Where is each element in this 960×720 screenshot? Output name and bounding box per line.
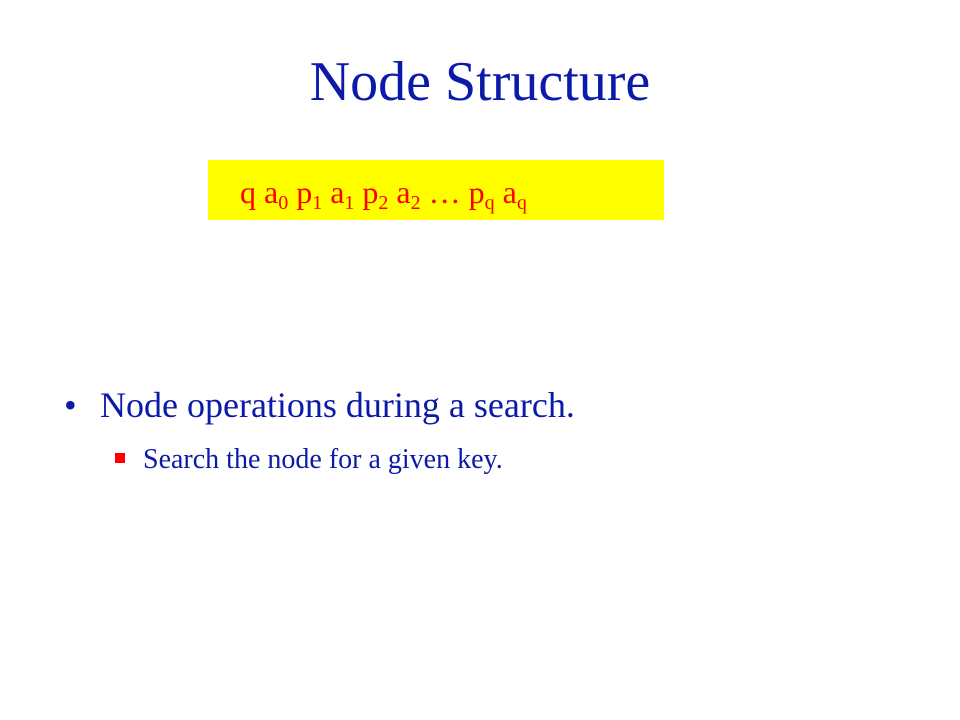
node-structure-formula <box>240 172 527 212</box>
formula-token-subscript: 2 <box>378 192 389 214</box>
formula-token-base: q <box>240 174 256 210</box>
formula-token <box>429 174 461 210</box>
formula-token-subscript: 1 <box>344 192 355 214</box>
formula-token-base: a <box>264 174 279 210</box>
formula-token <box>468 174 495 214</box>
formula-token-subscript: q <box>484 192 495 214</box>
formula-token-subscript: 1 <box>312 192 323 214</box>
bullet-text: Node operations during a search. <box>100 385 575 425</box>
formula-token <box>330 174 355 214</box>
slide-title: Node Structure <box>309 51 651 113</box>
node-structure-highlight <box>208 160 664 220</box>
square-bullet-icon <box>115 453 125 463</box>
formula-token-base: p <box>468 174 485 210</box>
formula-token-base: p <box>296 174 313 210</box>
bullet-item <box>64 382 575 428</box>
formula-token <box>362 174 389 214</box>
formula-token-base: … <box>428 174 461 210</box>
formula-token <box>296 174 323 214</box>
formula-token-base: p <box>362 174 379 210</box>
bullet-dot-icon: • <box>64 385 77 425</box>
formula-token <box>240 174 256 210</box>
formula-token-base: a <box>330 174 345 210</box>
sub-bullet-item <box>115 442 503 478</box>
formula-token-base: a <box>396 174 411 210</box>
formula-token-base: a <box>502 174 517 210</box>
sub-bullet-text: Search the node for a given key. <box>143 444 503 475</box>
formula-token <box>502 174 527 214</box>
formula-token <box>396 174 421 214</box>
formula-token-subscript: 0 <box>278 192 289 214</box>
formula-token-subscript: 2 <box>410 192 421 214</box>
formula-token <box>264 174 289 214</box>
formula-token-subscript: q <box>516 192 527 214</box>
